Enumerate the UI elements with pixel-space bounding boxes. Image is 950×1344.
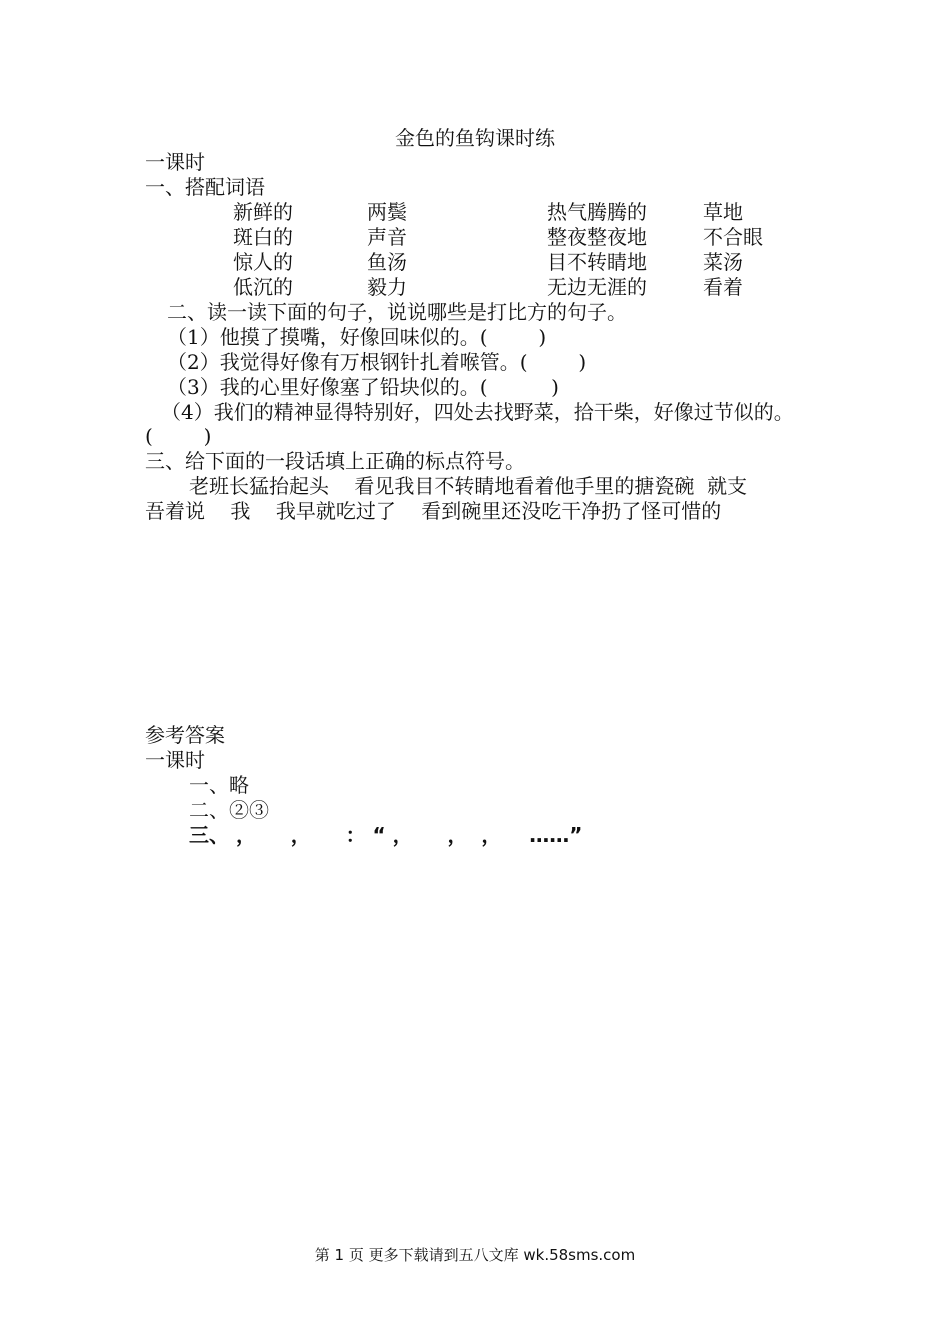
sentence-item-bracket: ( ) [145, 424, 212, 448]
passage-line: 老班长猛抬起头 看见我目不转睛地看着他手里的搪瓷碗 就支 [189, 474, 748, 498]
answers-lesson: 一课时 [145, 748, 205, 772]
answer-3: 三、 ， ， ： “ ， ， ， ……” [189, 823, 583, 847]
word-cell: 声音 [367, 225, 407, 249]
word-cell: 新鲜的 [233, 200, 293, 224]
word-cell: 无边无涯的 [547, 275, 647, 299]
sentence-item: （4）我们的精神显得特别好，四处去找野菜，拾干柴，好像过节似的。 [161, 400, 794, 424]
answer-2: 二、②③ [189, 798, 269, 822]
word-cell: 低沉的 [233, 275, 293, 299]
sentence-item: （2）我觉得好像有万根钢针扎着喉管。( ) [167, 350, 587, 374]
answers-heading: 参考答案 [145, 723, 225, 747]
sentence-item: （3）我的心里好像塞了铅块似的。( ) [167, 375, 559, 399]
page-footer: 第 1 页 更多下载请到五八文库 wk.58sms.com [314, 1246, 636, 1264]
section3-heading: 三、给下面的一段话填上正确的标点符号。 [145, 449, 525, 473]
word-cell: 斑白的 [233, 225, 293, 249]
word-cell: 两鬓 [367, 200, 407, 224]
word-cell: 热气腾腾的 [547, 200, 647, 224]
word-cell: 整夜整夜地 [547, 225, 647, 249]
answer-1: 一、略 [189, 773, 249, 797]
page-title: 金色的鱼钩课时练 [395, 126, 555, 150]
section2-heading: 二、读一读下面的句子，说说哪些是打比方的句子。 [167, 300, 627, 324]
word-cell: 惊人的 [233, 250, 293, 274]
word-cell: 不合眼 [703, 225, 763, 249]
word-cell: 草地 [703, 200, 743, 224]
section1-heading: 一、搭配词语 [145, 175, 265, 199]
word-cell: 菜汤 [703, 250, 743, 274]
word-cell: 毅力 [367, 275, 407, 299]
word-cell: 鱼汤 [367, 250, 407, 274]
lesson-label: 一课时 [145, 150, 205, 174]
passage-line: 吾着说 我 我早就吃过了 看到碗里还没吃干净扔了怪可惜的 [145, 499, 722, 523]
word-cell: 目不转睛地 [547, 250, 647, 274]
sentence-item: （1）他摸了摸嘴，好像回味似的。( ) [167, 325, 547, 349]
word-cell: 看着 [703, 275, 743, 299]
